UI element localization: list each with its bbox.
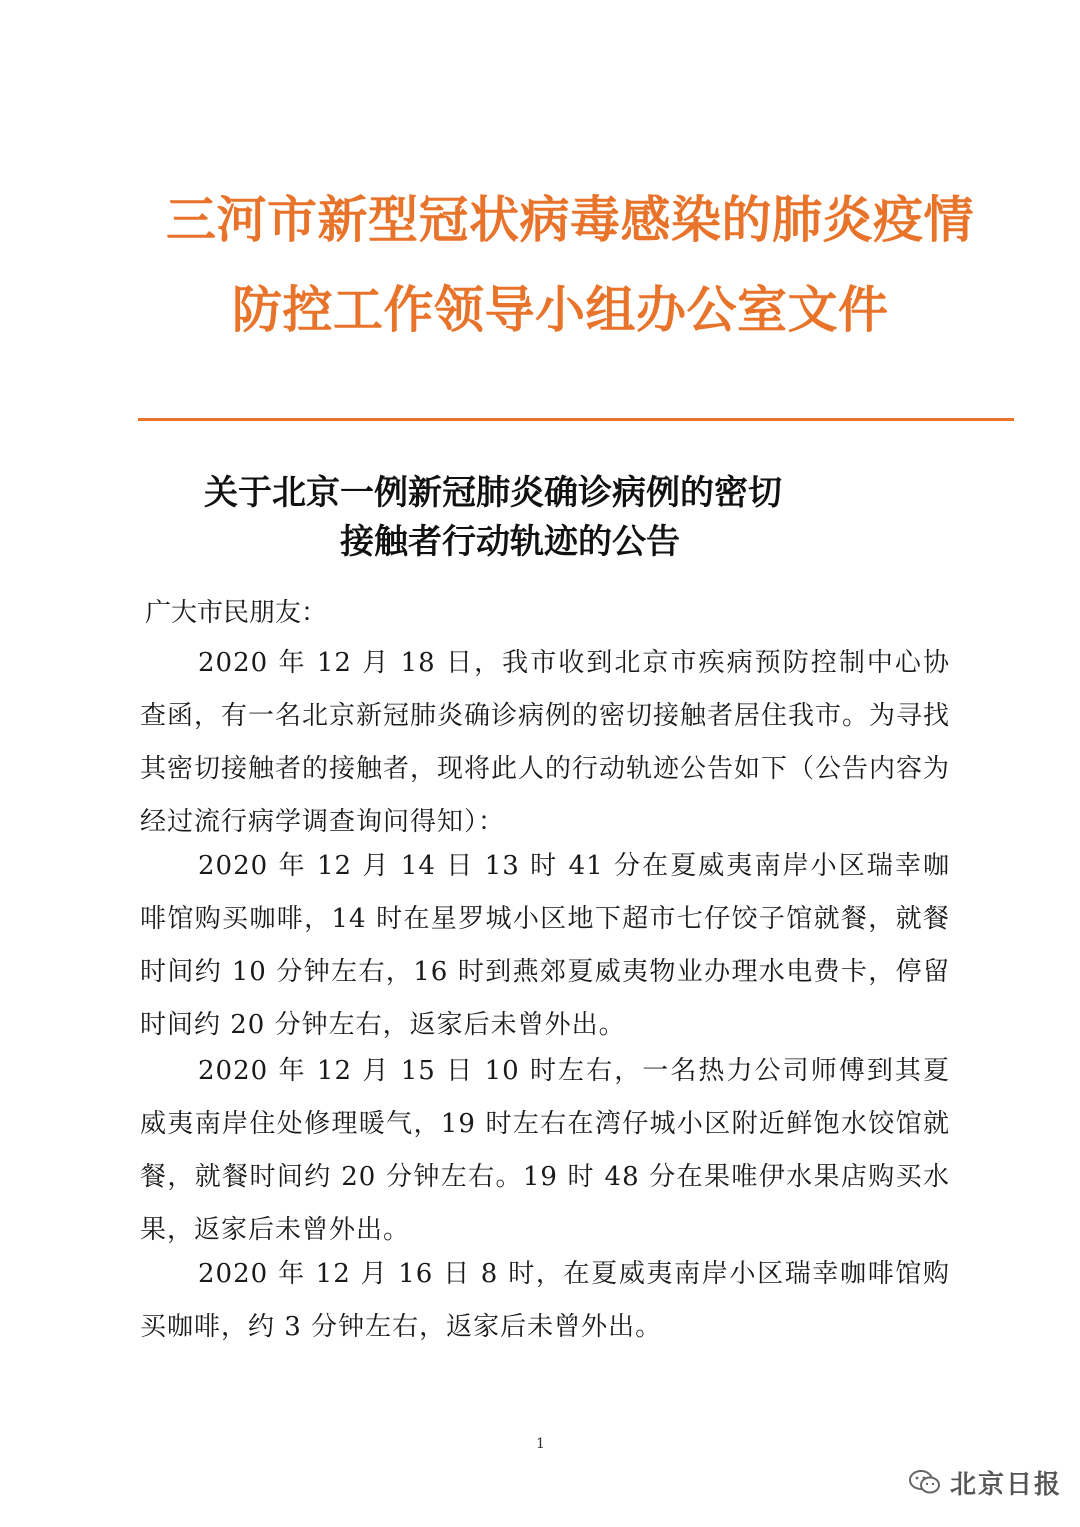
page-number: 1 bbox=[536, 1436, 545, 1452]
watermark-text: 北京日报 bbox=[950, 1469, 1063, 1500]
header-divider bbox=[138, 418, 1014, 421]
watermark bbox=[908, 1462, 1062, 1502]
paragraph-dec-15: 2020 年 12 月 15 日 10 时左右，一名热力公司师傅到其夏威夷南岸住处修理暖气，19 时左右在湾仔城小区附近鲜饱水饺馆就餐，就餐时间约 20 分钟左右。19 时 48 分在果唯伊水果店购买水果，返家后未曾外出。 bbox=[140, 1056, 950, 1245]
salutation: 广大市民朋友： bbox=[145, 598, 328, 628]
paragraph-dec-16: 2020 年 12 月 16 日 8 时，在夏威夷南岸小区瑞幸咖啡馆购买咖啡，约 3 分钟左右，返家后未曾外出。 bbox=[140, 1259, 950, 1342]
notice-title-line-1: 关于北京一例新冠肺炎确诊病例的密切 bbox=[204, 473, 782, 513]
document-header-line-2: 防控工作领导小组办公室文件 bbox=[232, 281, 889, 339]
paragraph-dec-14: 2020 年 12 月 14 日 13 时 41 分在夏威夷南岸小区瑞幸咖啡馆购买咖啡，14 时在星罗城小区地下超市七仔饺子馆就餐，就餐时间约 10 分钟左右，16 时到燕郊夏威夷物业办理水电费卡，停留时间约 20 分钟左右，返家后未曾外出。 bbox=[140, 851, 950, 1040]
paragraph-intro: 2020 年 12 月 18 日，我市收到北京市疾病预防控制中心协查函，有一名北京新冠肺炎确诊病例的密切接触者居住我市。为寻找其密切接触者的接触者，现将此人的行动轨迹公告如下（公告内容为经过流行病学调查询问得知）： bbox=[140, 648, 951, 837]
wechat-icon bbox=[908, 1469, 942, 1495]
notice-title-line-2: 接触者行动轨迹的公告 bbox=[340, 522, 680, 562]
document-header-line-1: 三河市新型冠状病毒感染的肺炎疫情 bbox=[166, 191, 974, 249]
